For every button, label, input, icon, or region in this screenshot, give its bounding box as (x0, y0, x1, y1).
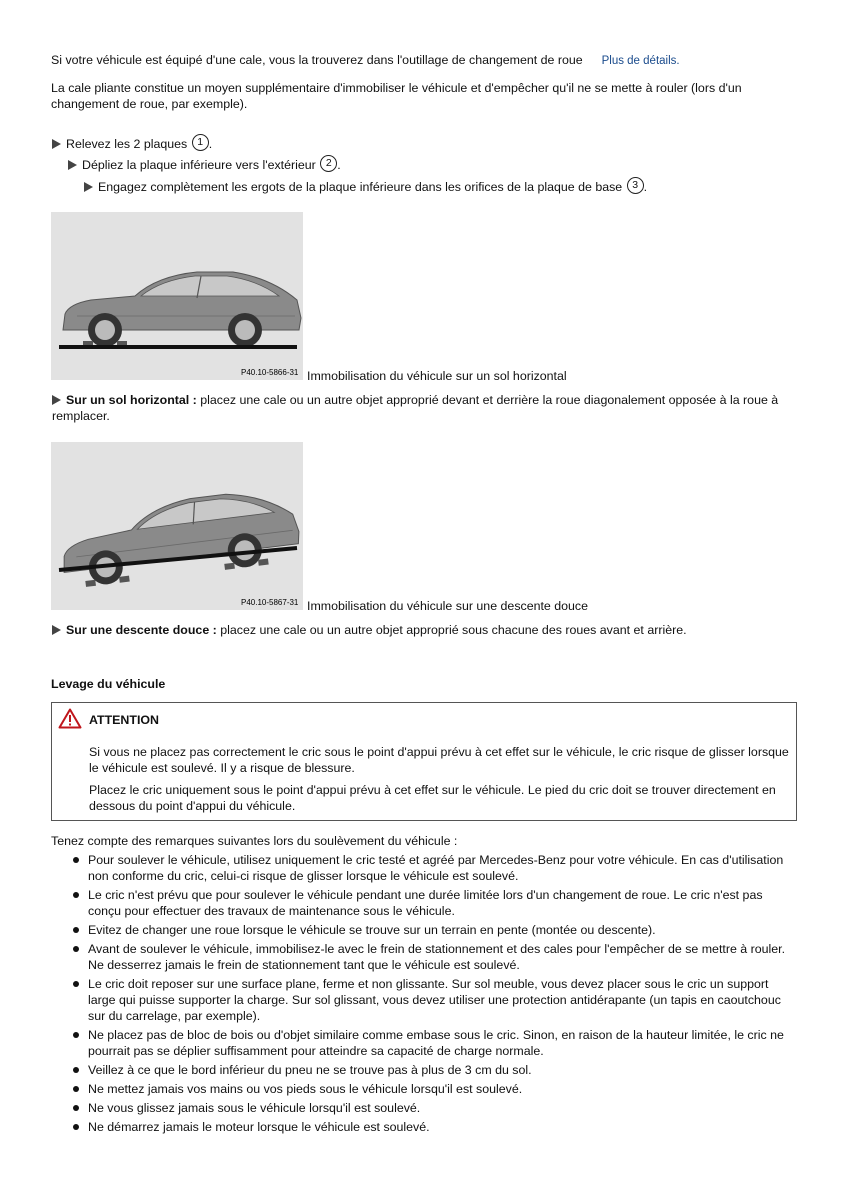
car-on-slope-illustration (51, 442, 303, 610)
step-3: Engagez complètement les ergots de la plaque inférieure dans les orifices de la plaque de base 3 . (84, 177, 647, 195)
warning-risk-text: Si vous ne placez pas correctement le cric sous le point d'appui prévu à cet effet sur le véhicule, le cric risque de glisser lorsque le véhicule est soulevé. Il y a risque de blessure. (89, 745, 789, 775)
step-arrow-icon (68, 160, 77, 170)
list-item: Pour soulever le véhicule, utilisez uniquement le cric testé et agréé par Mercedes-Benz pour votre véhicule. En cas d'utilisation non conforme du cric, celui-ci risque de glisser lorsque le véhicule est soulevé. (51, 852, 797, 884)
list-item: Le cric doit reposer sur une surface plane, ferme et non glissante. Sur sol meuble, vous devez placer sous le cric un support large qui puisse supporter la charge. Sur sol glissant, vous devez utiliser une protection antidérapante (un tapis en caoutchouc sur du carrelage, par exemple). (51, 976, 797, 1024)
step-1: Relevez les 2 plaques 1 . (52, 134, 212, 152)
list-item: Ne vous glissez jamais sous le véhicule lorsqu'il est soulevé. (51, 1100, 797, 1116)
car-on-flat-ground-illustration (51, 212, 303, 380)
instruction-arrow-icon (52, 625, 61, 635)
step-2: Dépliez la plaque inférieure vers l'extérieur 2 . (68, 155, 341, 173)
warning-box (51, 702, 797, 821)
callout-3-icon: 3 (627, 177, 644, 194)
wedge-description: La cale pliante constitue un moyen supplémentaire d'immobiliser le véhicule et d'empêcher qu'il ne se mette à rouler (lors d'un changement de roue, par exemple). (51, 81, 742, 111)
list-item: Avant de soulever le véhicule, immobilisez-le avec le frein de stationnement et des cales pour l'empêcher de se mettre à rouler. Ne desserrez jamais le frein de stationnement tant que le véhicule est soulevé. (51, 941, 797, 973)
figure-flat-ground (51, 212, 303, 380)
list-item: Le cric n'est prévu que pour soulever le véhicule pendant une durée limitée lors d'un changement de roue. Le cric n'est pas conçu pour effectuer des travaux de maintenance sous le véhicule. (51, 887, 797, 919)
callout-1-icon: 1 (192, 134, 209, 151)
figure-gentle-slope (51, 442, 303, 610)
warning-triangle-icon (58, 708, 82, 729)
callout-2-icon: 2 (320, 155, 337, 172)
instruction-arrow-icon (52, 395, 61, 405)
list-item: Ne placez pas de bloc de bois ou d'objet similaire comme embase sous le cric. Sinon, en raison de la hauteur limitée, le cric ne pourrait pas se déplier suffisamment pour atteindre sa capacité de charge normale. (51, 1027, 797, 1059)
figure-caption: Immobilisation du véhicule sur une descente douce (307, 599, 589, 613)
notes-list (51, 852, 797, 1138)
warning-instruction-text: Placez le cric uniquement sous le point d'appui prévu à cet effet sur le véhicule. Le pied du cric doit se trouver directement en dessous du point d'appui du véhicule. (89, 783, 776, 813)
warning-title: ATTENTION (89, 713, 159, 727)
more-details-link[interactable]: Plus de détails (601, 55, 677, 67)
step-arrow-icon (84, 182, 93, 192)
figure-caption: Immobilisation du véhicule sur un sol horizontal (307, 369, 567, 383)
section-title: Levage du véhicule (51, 677, 166, 691)
intro-text: Si votre véhicule est équipé d'une cale, vous la trouverez dans l'outillage de changement de roue (51, 53, 583, 67)
figure-code: P40.10-5866-31 (241, 368, 299, 377)
instruction-flat-ground: Sur un sol horizontal : placez une cale ou un autre objet approprié devant et derrière la roue diagonalement opposée à la roue à remplacer. (52, 393, 779, 423)
list-item: Evitez de changer une roue lorsque le véhicule se trouve sur un terrain en pente (montée ou descente). (51, 922, 797, 938)
list-item: Ne mettez jamais vos mains ou vos pieds sous le véhicule lorsqu'il est soulevé. (51, 1081, 797, 1097)
notes-intro: Tenez compte des remarques suivantes lors du soulèvement du véhicule : (51, 834, 458, 848)
list-item: Veillez à ce que le bord inférieur du pneu ne se trouve pas à plus de 3 cm du sol. (51, 1062, 797, 1078)
intro-line: Si votre véhicule est équipé d'une cale, vous la trouverez dans l'outillage de changement de roue Plus de détails. (51, 53, 680, 67)
step-arrow-icon (52, 139, 61, 149)
figure-code: P40.10-5867-31 (241, 598, 299, 607)
instruction-slope: Sur une descente douce : placez une cale ou un autre objet approprié sous chacune des roues avant et arrière. (52, 622, 797, 638)
list-item: Ne démarrez jamais le moteur lorsque le véhicule est soulevé. (51, 1119, 797, 1135)
